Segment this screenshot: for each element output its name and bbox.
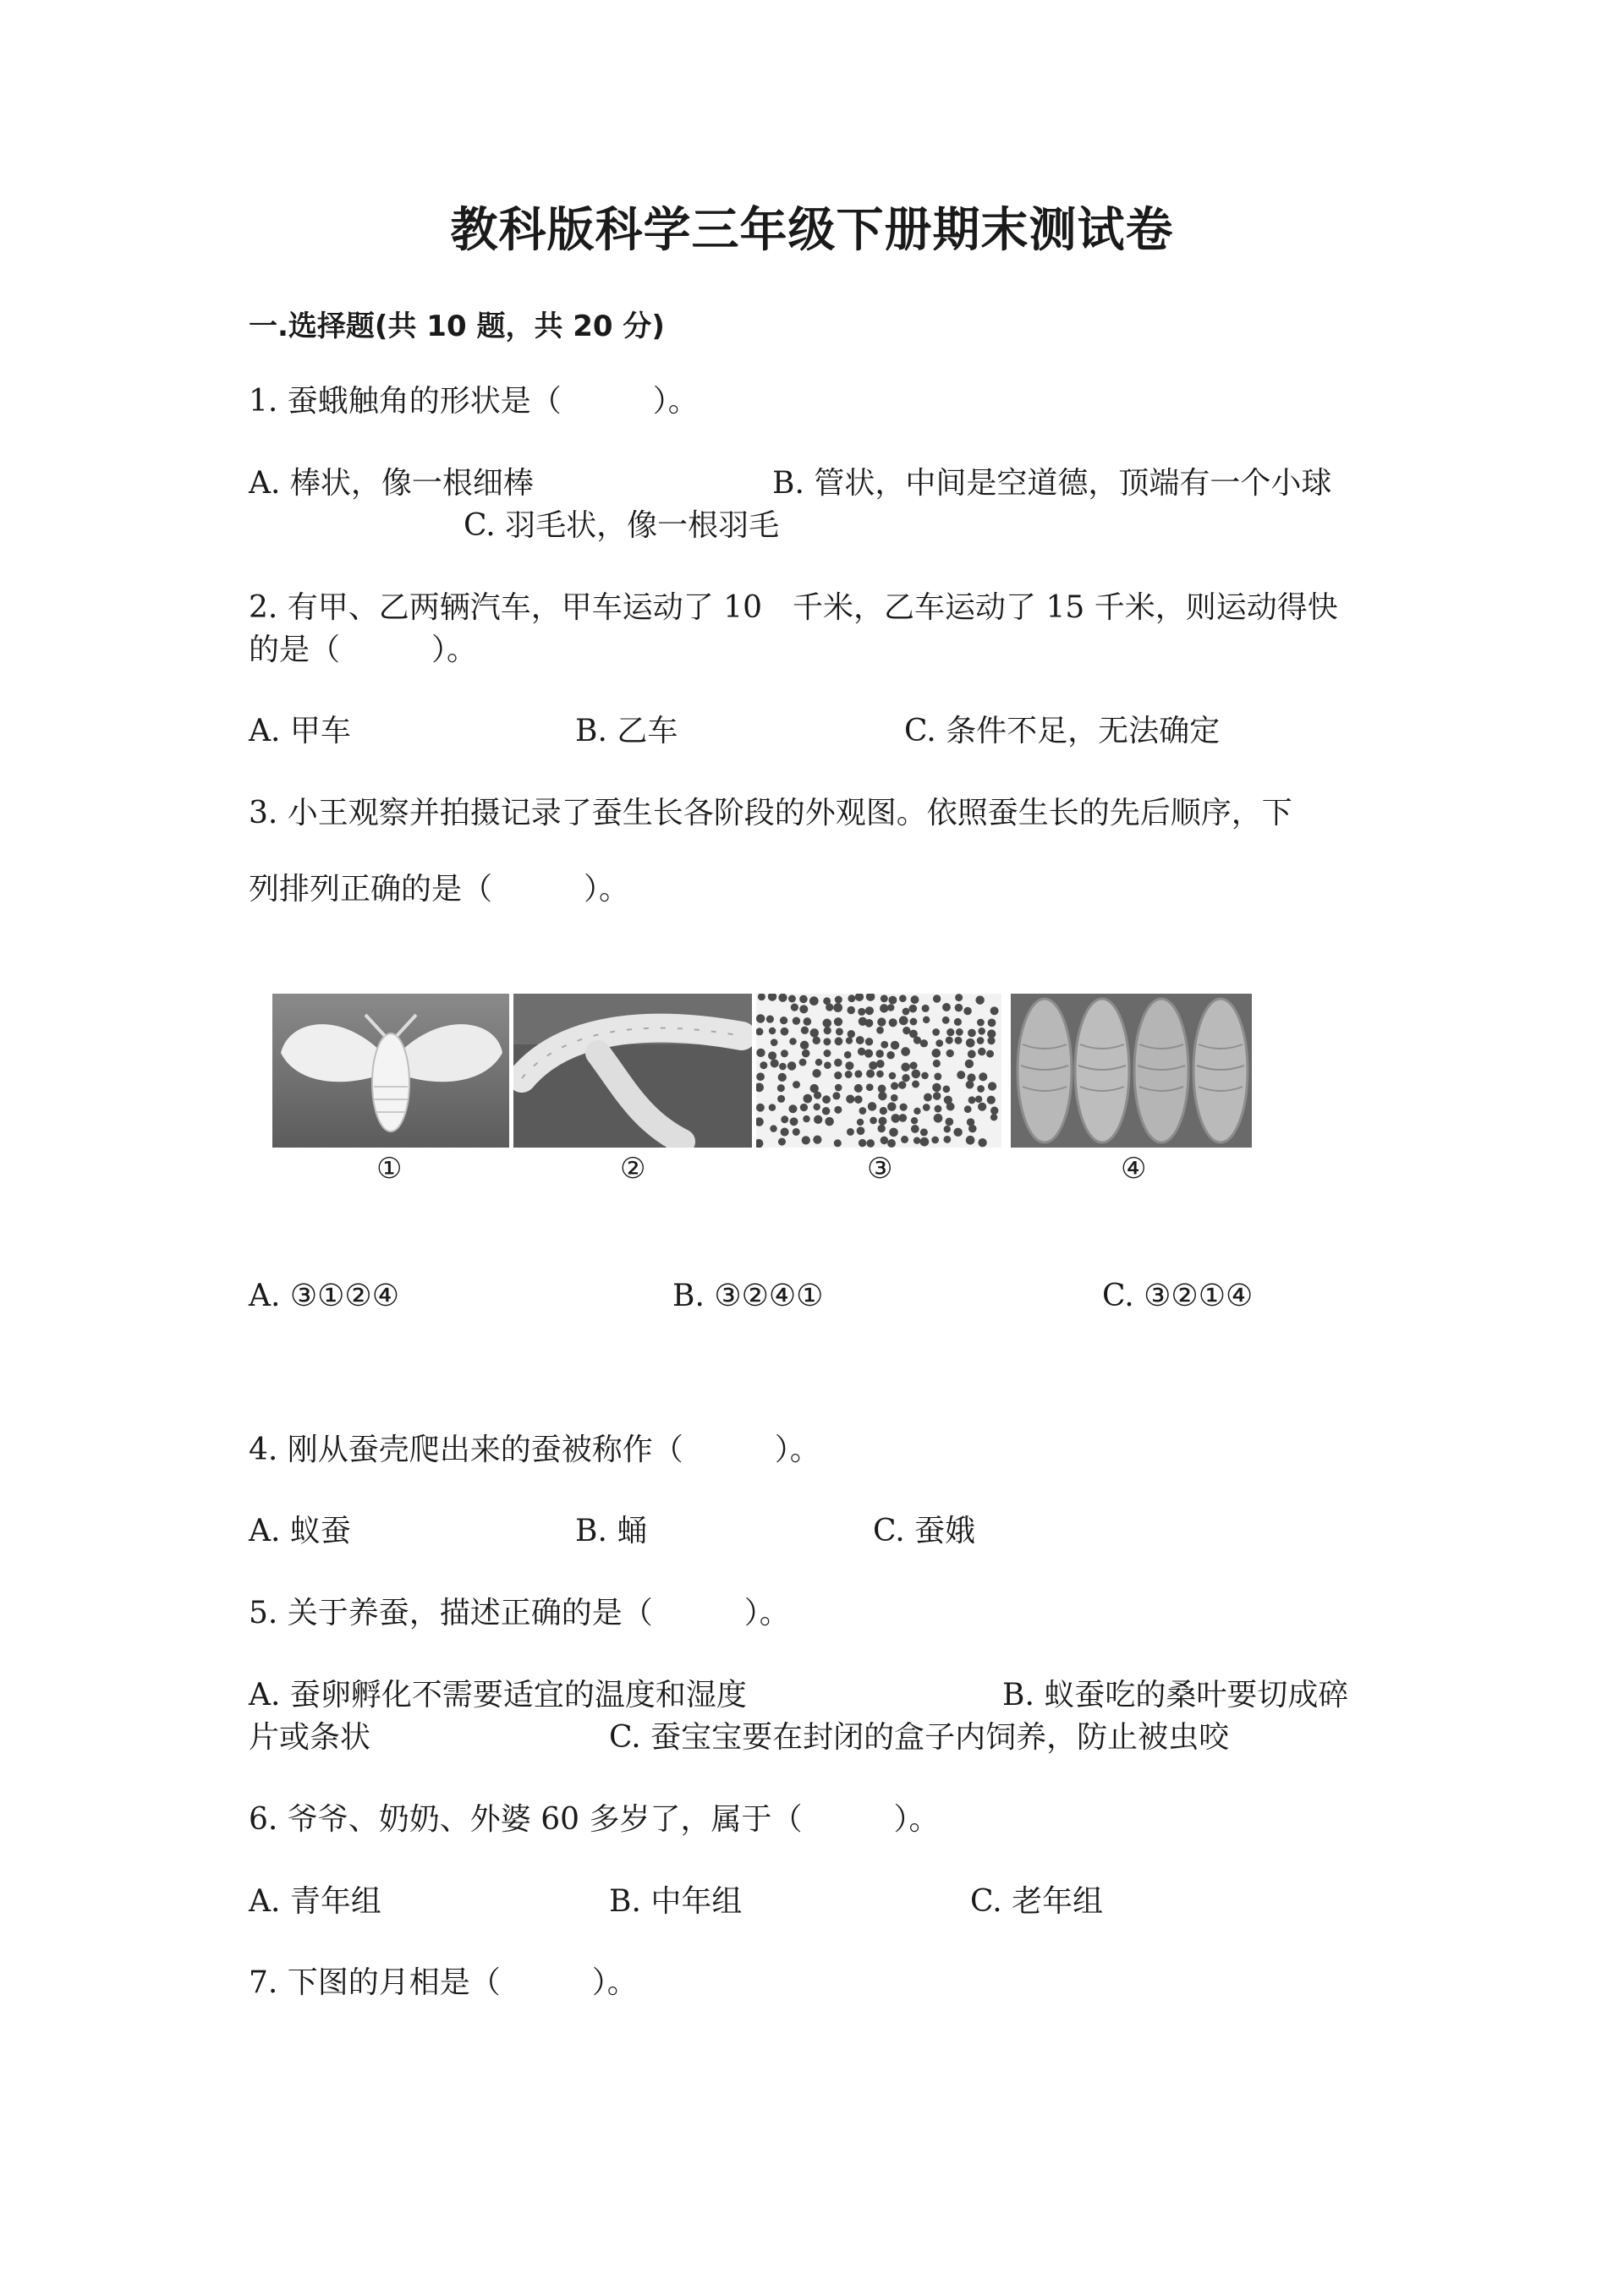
question-4-option-a: A. 蚁蚕 — [249, 1514, 351, 1548]
question-1-option-a: A. 棒状，像一根细棒 — [249, 466, 534, 501]
question-2-option-b: B. 乙车 — [575, 714, 678, 748]
question-3-option-c: C. ③②①④ — [1102, 1279, 1254, 1313]
question-3-stem-line1: 3. 小王观察并拍摄记录了蚕生长各阶段的外观图。依照蚕生长的先后顺序，下 — [249, 796, 1292, 830]
question-3-option-a: A. ③①②④ — [249, 1279, 399, 1313]
question-2-stem-line1: 2. 有甲、乙两辆汽车，甲车运动了 10 千米，乙车运动了 15 千米，则运动得快 — [249, 590, 1338, 625]
question-3-option-b: B. ③②④① — [672, 1279, 824, 1313]
question-6-option-a: A. 青年组 — [249, 1884, 381, 1919]
photo-label-4: ④ — [1121, 1152, 1147, 1186]
photo-label-3: ③ — [867, 1152, 893, 1186]
question-4-option-b: B. 蛹 — [575, 1514, 648, 1548]
question-5-option-a: A. 蚕卵孵化不需要适宜的温度和湿度 — [249, 1678, 747, 1712]
question-5-option-b-continued: 片或条状 — [249, 1720, 371, 1755]
question-5-option-b: B. 蚁蚕吃的桑叶要切成碎 — [1002, 1678, 1349, 1712]
question-4-option-c: C. 蚕娥 — [873, 1514, 976, 1548]
page-title: 教科版科学三年级下册期末测试卷 — [450, 203, 1174, 258]
question-1-option-c: C. 羽毛状，像一根羽毛 — [464, 508, 780, 543]
question-6-option-c: C. 老年组 — [970, 1884, 1104, 1919]
question-4-stem: 4. 刚从蚕壳爬出来的蚕被称作（ ）。 — [249, 1433, 820, 1467]
silkworm-eggs-photo — [756, 994, 1001, 1148]
photo-label-2: ② — [620, 1152, 646, 1186]
silkworm-larva-photo — [513, 994, 752, 1148]
photo-label-1: ① — [376, 1152, 403, 1186]
question-7-stem: 7. 下图的月相是（ ）。 — [249, 1965, 638, 2000]
question-2-stem-line2: 的是（ ）。 — [249, 633, 478, 667]
question-5-option-c: C. 蚕宝宝要在封闭的盒子内饲养，防止被虫咬 — [609, 1720, 1230, 1755]
silkworm-moth-photo — [272, 994, 509, 1148]
question-3-stem-line2: 列排列正确的是（ ）。 — [249, 872, 630, 907]
section-heading: 一.选择题(共 10 题，共 20 分) — [249, 310, 665, 343]
question-2-option-c: C. 条件不足，无法确定 — [904, 714, 1221, 748]
question-2-option-a: A. 甲车 — [249, 714, 351, 748]
question-1-option-b: B. 管状，中间是空道德，顶端有一个小球 — [772, 466, 1332, 501]
question-5-stem: 5. 关于养蚕，描述正确的是（ ）。 — [249, 1596, 790, 1630]
silkworm-pupae-photo — [1011, 994, 1252, 1148]
question-6-stem: 6. 爷爷、奶奶、外婆 60 多岁了，属于（ ）。 — [249, 1802, 940, 1837]
question-6-option-b: B. 中年组 — [609, 1884, 743, 1919]
question-1-stem: 1. 蚕蛾触角的形状是（ ）。 — [249, 384, 699, 419]
